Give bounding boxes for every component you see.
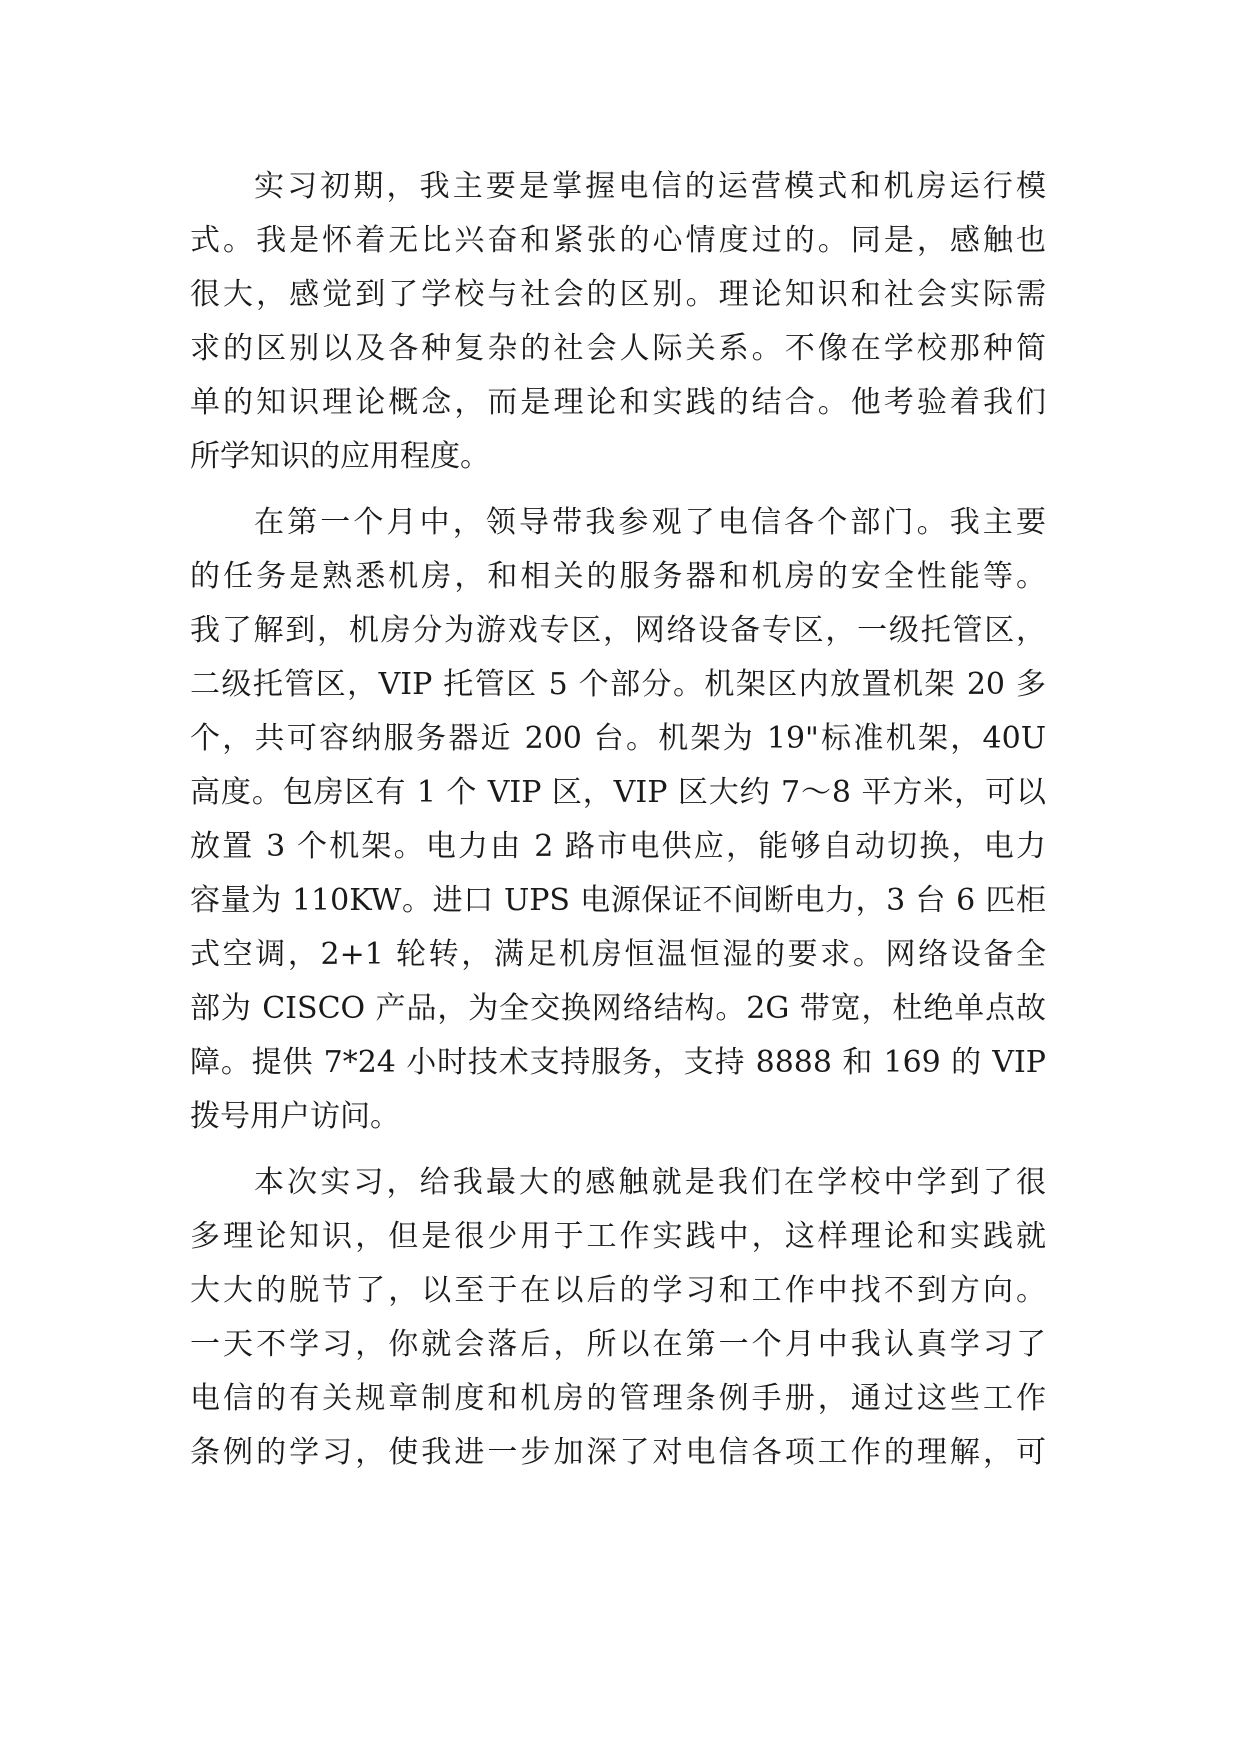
paragraph-2-line-8: 容量为 110KW。进口 UPS 电源保证不间断电力，3 台 6 匹柜 — [190, 883, 1046, 918]
paragraph-1-line-1: 实习初期，我主要是掌握电信的运营模式和机房运行模 — [254, 169, 1046, 204]
paragraph-1-line-6: 所学知识的应用程度。 — [190, 439, 490, 474]
paragraph-1-line-4: 求的区别以及各种复杂的社会人际关系。不像在学校那种简 — [190, 331, 1046, 366]
paragraph-2-line-4: 二级托管区，VIP 托管区 5 个部分。机架区内放置机架 20 多 — [190, 667, 1046, 702]
paragraph-2-line-10: 部为 CISCO 产品，为全交换网络结构。2G 带宽，杜绝单点故 — [190, 991, 1046, 1026]
paragraph-2-line-6: 高度。包房区有 1 个 VIP 区，VIP 区大约 7～8 平方米，可以 — [190, 775, 1046, 810]
paragraph-1-line-3: 很大，感觉到了学校与社会的区别。理论知识和社会实际需 — [190, 277, 1046, 312]
paragraph-2-line-9: 式空调，2+1 轮转，满足机房恒温恒湿的要求。网络设备全 — [190, 937, 1046, 972]
paragraph-2-line-1: 在第一个月中，领导带我参观了电信各个部门。我主要 — [254, 505, 1046, 540]
paragraph-2-line-11: 障。提供 7*24 小时技术支持服务，支持 8888 和 169 的 VIP — [190, 1045, 1046, 1080]
paragraph-3-line-2: 多理论知识，但是很少用于工作实践中，这样理论和实践就 — [190, 1219, 1046, 1254]
paragraph-1-line-5: 单的知识理论概念，而是理论和实践的结合。他考验着我们 — [190, 385, 1046, 420]
paragraph-3-line-6: 条例的学习，使我进一步加深了对电信各项工作的理解，可 — [190, 1435, 1046, 1470]
paragraph-3-line-1: 本次实习，给我最大的感触就是我们在学校中学到了很 — [254, 1165, 1046, 1200]
paragraph-3-line-5: 电信的有关规章制度和机房的管理条例手册，通过这些工作 — [190, 1381, 1046, 1416]
paragraph-3-line-3: 大大的脱节了，以至于在以后的学习和工作中找不到方向。 — [190, 1273, 1046, 1308]
paragraph-2-line-5: 个，共可容纳服务器近 200 台。机架为 19"标准机架，40U — [190, 721, 1046, 756]
paragraph-2-line-3: 我了解到，机房分为游戏专区，网络设备专区，一级托管区， — [190, 613, 1046, 648]
paragraph-2-line-2: 的任务是熟悉机房，和相关的服务器和机房的安全性能等。 — [190, 559, 1046, 594]
paragraph-3-line-4: 一天不学习，你就会落后，所以在第一个月中我认真学习了 — [190, 1327, 1046, 1362]
paragraph-spacer — [190, 484, 1046, 496]
paragraph-2-line-7: 放置 3 个机架。电力由 2 路市电供应，能够自动切换，电力 — [190, 829, 1046, 864]
paragraph-2-line-12: 拨号用户访问。 — [190, 1099, 400, 1134]
paragraph-spacer — [190, 1144, 1046, 1156]
document-body — [190, 160, 1046, 1480]
paragraph-1-line-2: 式。我是怀着无比兴奋和紧张的心情度过的。同是，感触也 — [190, 223, 1046, 258]
